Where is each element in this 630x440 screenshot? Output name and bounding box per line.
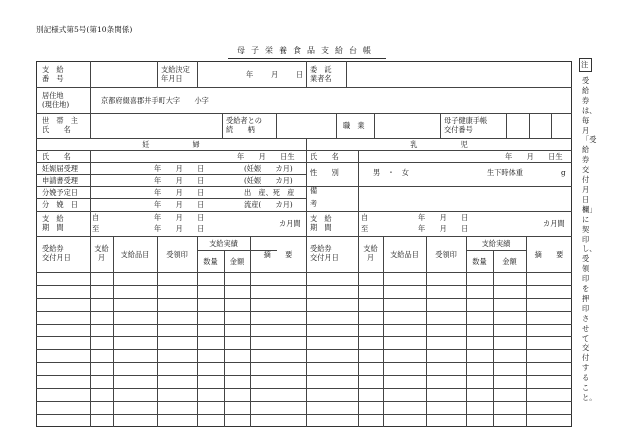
row-line — [36, 198, 306, 199]
col-line — [90, 61, 91, 87]
seibetsu-label: 性 別 — [310, 168, 339, 177]
side-note-text: 受給券は、毎月「受給券交付月日欄」に契印し、受領印を押印させて交付すること。 — [582, 76, 597, 402]
log-row-line — [36, 336, 572, 337]
bunben-date: 年 月 日 — [154, 200, 205, 209]
kettei-day-label: 日 — [296, 70, 304, 79]
ninpu-heading: 妊 婦 — [142, 140, 200, 149]
form-number: 別記様式第5号(第10条関係) — [36, 25, 133, 34]
row-line — [36, 272, 572, 273]
col-line — [358, 150, 359, 236]
col-line — [90, 113, 91, 138]
ninpu-to-date: 年 月 日 — [154, 224, 205, 233]
right-kingaku-header: 金額 — [502, 257, 517, 266]
col-line — [426, 236, 427, 427]
log-row-line — [36, 298, 572, 299]
row-line — [36, 113, 572, 114]
col-line — [440, 113, 441, 138]
birth-weight-label: 生下時体重 — [487, 168, 523, 177]
shokugyo-label: 職 業 — [343, 121, 365, 130]
ninshin-todoke-label: 妊娠届受理 — [42, 164, 78, 173]
nyuji-name-label: 氏 名 — [310, 152, 339, 161]
col-line — [276, 113, 277, 138]
ninpu-kikan-label: 支 給 期 間 — [42, 214, 64, 232]
title-underline — [228, 58, 386, 59]
col-line — [529, 113, 530, 138]
bunben-label: 分 娩 日 — [42, 200, 78, 209]
page-title — [222, 38, 392, 59]
shinsei-juri-date: 年 月 日 — [154, 176, 205, 185]
left-tsuki-header: 支給 月 — [94, 244, 109, 262]
row-line — [36, 186, 572, 187]
left-tekiyo-header: 摘 要 — [263, 250, 293, 259]
col-line — [157, 236, 158, 427]
kyojuchi-value: 京都府綴喜郡井手町大字 小字 — [101, 96, 209, 105]
row-line — [36, 162, 572, 163]
ninpu-name-label: 氏 名 — [42, 152, 71, 161]
left-ryoshu-header: 受領印 — [166, 250, 188, 259]
page-title-text: 母子栄養食品支給台帳 — [237, 46, 377, 55]
ninshin-todoke-date: 年 月 日 — [154, 164, 205, 173]
row-line — [36, 211, 572, 212]
shikyu-kettei-label: 支給決定 年月日 — [161, 65, 190, 83]
col-line — [157, 61, 158, 87]
log-row-line — [36, 362, 572, 363]
row-line — [36, 138, 572, 139]
log-row-line — [36, 349, 572, 350]
row-line — [36, 87, 572, 88]
col-line — [551, 113, 552, 138]
col-line — [250, 236, 251, 427]
nyuji-kagetsu-kan: カ月間 — [543, 219, 565, 228]
col-line — [526, 236, 527, 427]
row-line — [36, 236, 572, 237]
birth-weight-unit: g — [561, 168, 566, 177]
nyuji-from-date: 年 月 日 — [418, 213, 469, 222]
kettei-year-label: 年 — [246, 70, 254, 79]
mid-divider — [306, 138, 307, 427]
col-line — [224, 250, 225, 427]
col-line — [336, 113, 337, 138]
ninpu-from-date: 年 月 日 — [154, 213, 205, 222]
col-line — [222, 113, 223, 138]
right-hinmoku-header: 支給品目 — [390, 250, 419, 259]
right-jisseki-header: 支給実績 — [481, 239, 511, 248]
col-line — [493, 250, 494, 427]
ninpu-kikan-from: 自 — [92, 213, 100, 222]
zokugara-label: 受給者との 続 柄 — [226, 116, 262, 134]
bunben-yotei-label: 分娩予定日 — [42, 188, 78, 197]
col-line — [358, 236, 359, 427]
nyuji-birth-date: 年 月 日生 — [505, 152, 563, 161]
log-row-line — [36, 375, 572, 376]
shikyu-bango-label: 支 給 番 号 — [42, 65, 64, 83]
boshi-techo-label: 母子健康手帳 交付番号 — [444, 116, 488, 134]
setai-nushi-label: 世 帯 主 氏 名 — [42, 116, 78, 134]
nyuji-heading: 乳 児 — [410, 140, 468, 149]
nyuji-kikan-from: 自 — [361, 213, 369, 222]
nyuji-to-date: 年 月 日 — [418, 224, 469, 233]
log-row-line — [36, 285, 572, 286]
col-line — [374, 113, 375, 138]
right-suryo-header: 数量 — [472, 257, 487, 266]
shussan-label: 出 産、死 産 — [244, 188, 295, 197]
ninpu-birth-date: 年 月 日生 — [237, 152, 295, 161]
ryuzan-label: 流産( カ月) — [244, 200, 293, 209]
log-row-line — [36, 324, 572, 325]
col-line — [506, 113, 507, 138]
col-line — [90, 150, 91, 236]
row-line — [36, 150, 572, 151]
log-row-line — [36, 388, 572, 389]
right-tsuki-header: 支給 月 — [363, 244, 378, 262]
shinsei-juri-label: 申請書受理 — [42, 176, 78, 185]
col-line — [306, 61, 307, 87]
right-ryoshu-header: 受領印 — [435, 250, 457, 259]
biko-label: 備 考 — [310, 186, 318, 208]
nyuji-kikan-label: 支 給 期 間 — [310, 214, 332, 232]
row-line — [466, 250, 526, 251]
itaku-label: 委 託 業者名 — [310, 65, 332, 83]
nyuji-kikan-to: 至 — [361, 224, 369, 233]
ninshin-todoke-months: (妊娠 カ月) — [244, 164, 293, 173]
left-kofu-header: 受給券 交付月日 — [42, 244, 71, 262]
seibetsu-value: 男 ・ 女 — [373, 168, 409, 177]
ninpu-kagetsu-kan: カ月間 — [279, 219, 301, 228]
note-label: 注 — [581, 60, 589, 69]
bunben-yotei-date: 年 月 日 — [154, 188, 205, 197]
log-row-line — [36, 311, 572, 312]
kyojuchi-label: 居住地 (現住地) — [42, 91, 70, 109]
col-line — [383, 236, 384, 427]
right-tekiyo-header: 摘 要 — [534, 250, 564, 259]
left-jisseki-header: 支給実績 — [209, 239, 238, 248]
ninpu-kikan-to: 至 — [92, 224, 100, 233]
left-hinmoku-header: 支給品目 — [120, 250, 150, 259]
col-line — [197, 61, 198, 87]
left-suryo-header: 数量 — [203, 257, 218, 266]
log-row-line — [36, 401, 572, 402]
col-line — [346, 61, 347, 87]
shinsei-juri-months: (妊娠 カ月) — [244, 176, 293, 185]
kettei-month-label: 月 — [271, 70, 279, 79]
col-line — [90, 236, 91, 427]
row-line — [36, 174, 306, 175]
col-line — [90, 87, 91, 113]
left-kingaku-header: 金額 — [229, 257, 245, 266]
right-kofu-header: 受給券 交付月日 — [310, 244, 339, 262]
col-line — [113, 236, 114, 427]
log-row-line — [36, 414, 572, 415]
